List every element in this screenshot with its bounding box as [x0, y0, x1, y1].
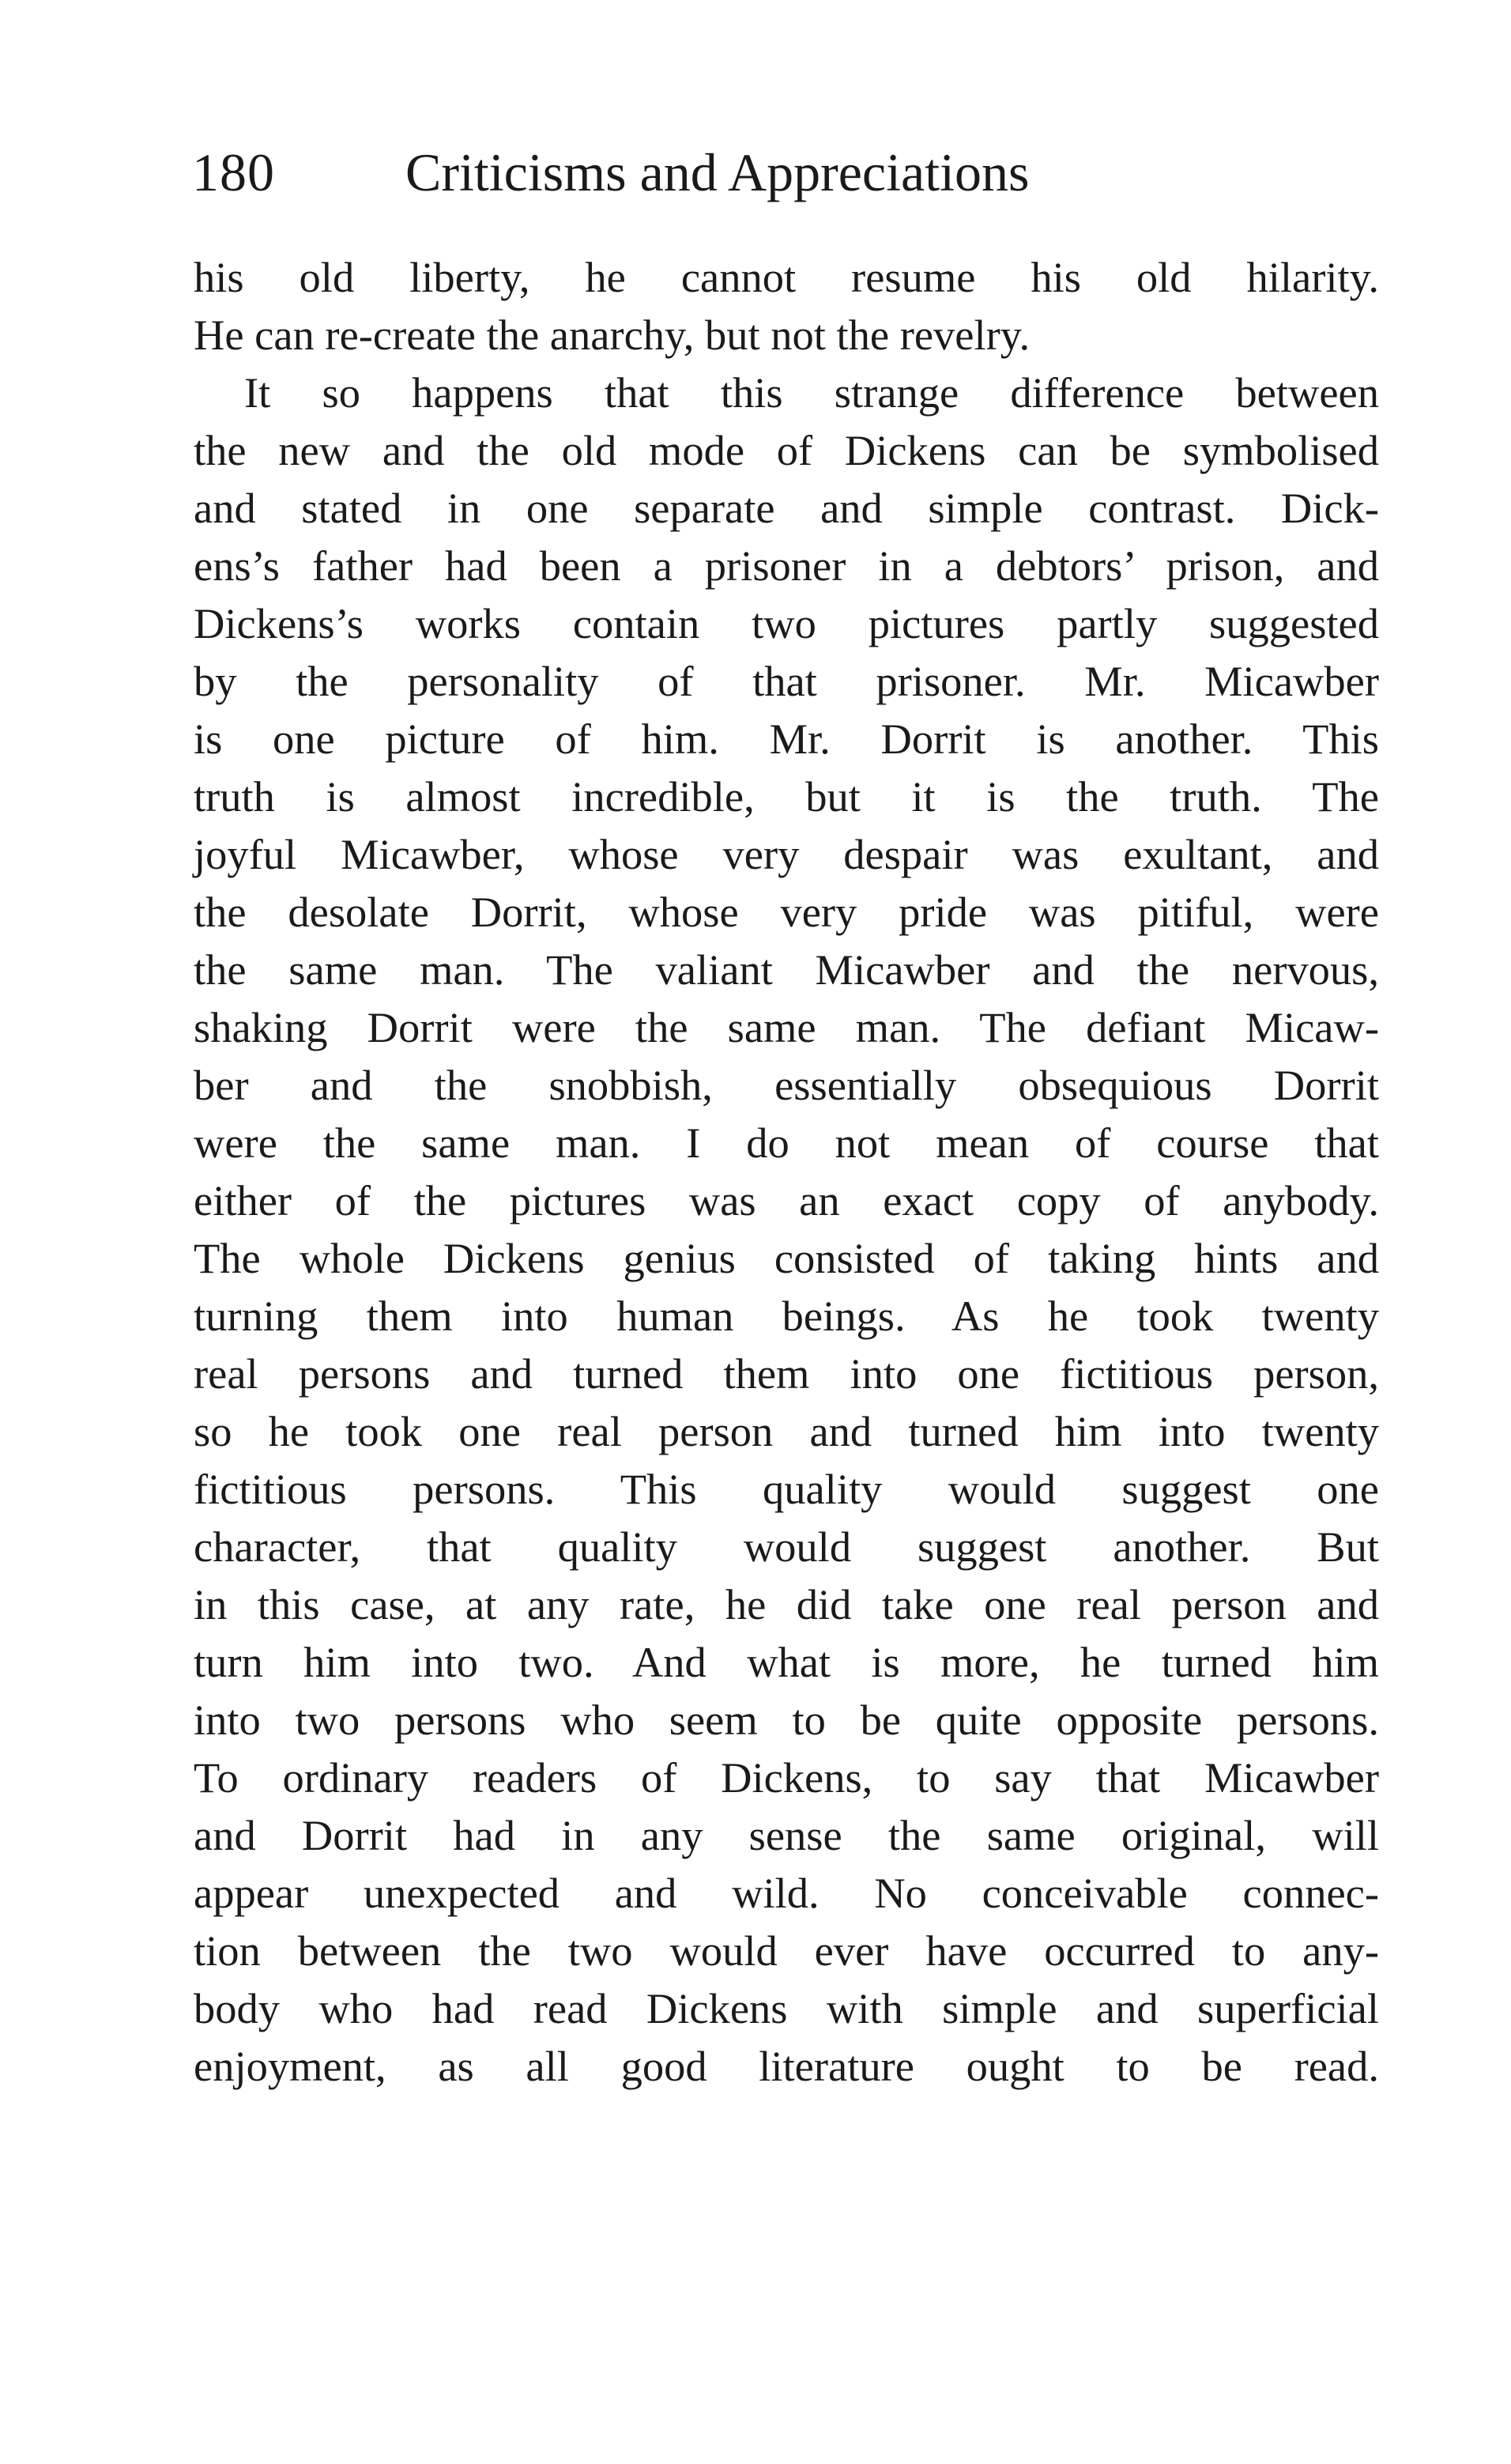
paragraph-first-line: It so happens that this strange difference between	[244, 368, 1379, 417]
text-line: tion between the two would ever have occurred to any-	[194, 1926, 1379, 1975]
text-line: Dickens’s works contain two pictures partly suggested	[194, 599, 1379, 647]
text-line: ens’s father had been a prisoner in a debtors’ prison, and	[194, 541, 1379, 590]
text-line: fictitious persons. This quality would suggest one	[194, 1465, 1379, 1513]
text-line: character, that quality would suggest another. But	[194, 1523, 1379, 1571]
text-line: so he took one real person and turned him into twenty	[194, 1407, 1379, 1455]
text-line: enjoyment, as all good literature ought to be read.	[194, 2042, 1379, 2090]
page-number: 180	[192, 142, 275, 202]
text-line: truth is almost incredible, but it is the truth. The	[194, 772, 1379, 821]
text-line: the desolate Dorrit, whose very pride was pitiful, were	[194, 888, 1379, 936]
text-line: The whole Dickens genius consisted of taking hints and	[194, 1234, 1379, 1282]
text-line: He can re-create the anarchy, but not the revelry.	[194, 311, 1031, 359]
text-line: shaking Dorrit were the same man. The defiant Micaw-	[194, 1003, 1379, 1051]
text-line: joyful Micawber, whose very despair was exultant, and	[194, 830, 1379, 878]
text-line: and Dorrit had in any sense the same original, will	[194, 1811, 1379, 1859]
text-line: ber and the snobbish, essentially obsequious Dorrit	[194, 1061, 1379, 1109]
text-line: and stated in one separate and simple contrast. Dick-	[194, 484, 1379, 532]
text-line: is one picture of him. Mr. Dorrit is another. This	[194, 715, 1379, 763]
text-line: turning them into human beings. As he took twenty	[194, 1292, 1379, 1340]
text-line: in this case, at any rate, he did take one real person and	[194, 1580, 1379, 1628]
text-line: To ordinary readers of Dickens, to say that Micawber	[194, 1753, 1379, 1802]
text-line: were the same man. I do not mean of course that	[194, 1119, 1379, 1167]
text-line: his old liberty, he cannot resume his old hilarity.	[194, 253, 1379, 301]
text-line: either of the pictures was an exact copy of anybody.	[194, 1176, 1379, 1224]
text-line: by the personality of that prisoner. Mr. Micawber	[194, 657, 1379, 705]
text-line: into two persons who seem to be quite opposite persons.	[194, 1696, 1379, 1744]
text-line: the same man. The valiant Micawber and the nervous,	[194, 945, 1379, 994]
text-line: the new and the old mode of Dickens can be symbolised	[194, 426, 1379, 474]
text-line: turn him into two. And what is more, he turned him	[194, 1638, 1379, 1686]
text-line: appear unexpected and wild. No conceivable connec-	[194, 1869, 1379, 1917]
text-line: real persons and turned them into one fictitious person,	[194, 1349, 1379, 1398]
running-title: Criticisms and Appreciations	[405, 142, 1030, 202]
running-head	[192, 133, 1377, 212]
text-line: body who had read Dickens with simple and superficial	[194, 1984, 1379, 2032]
body-text	[194, 248, 1379, 2095]
